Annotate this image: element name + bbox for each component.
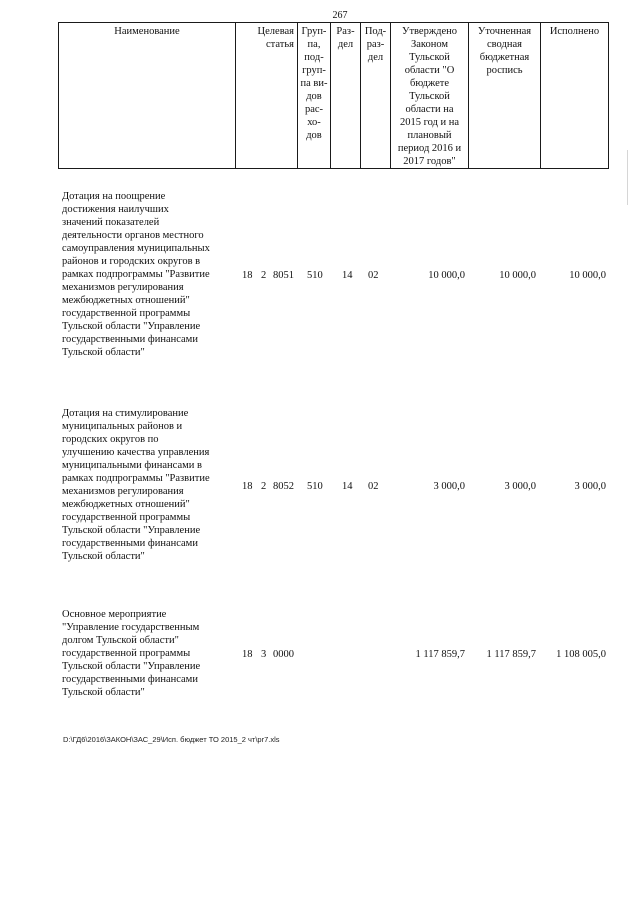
row-subsection: 02 [368,481,379,492]
row-article-code: 8051 [273,270,294,281]
row-article-code: 0000 [273,649,294,660]
table-row [58,608,608,708]
row-article-subprogram: 2 [261,270,267,281]
column-header-section: Раз- дел [331,23,361,169]
row-approved: 10 000,0 [428,270,465,281]
column-header-target-article: Целевая статья [236,23,298,169]
table-row [58,407,608,577]
row-section: 14 [342,270,353,281]
column-header-approved: Утверждено Законом Тульской области "О бюджете Тульской области на 2015 год и на плановый период 2016 и 2017 годов" [391,23,469,169]
table-header [58,22,609,169]
row-subsection: 02 [368,270,379,281]
row-executed: 1 108 005,0 [556,649,606,660]
row-expense-group: 510 [307,481,323,492]
page-number: 267 [332,10,348,21]
row-article-subprogram: 3 [261,649,267,660]
column-header-executed: Исполнено [541,23,609,169]
scan-edge-mark [627,150,628,205]
footer-file-path: D:\ГД6\2016\ЗАКОН\ЗАС_29\Исп. бюджет ТО 2015_2 чт\pr7.xls [63,735,280,744]
column-header-subsection: Под- раз- дел [361,23,391,169]
row-refined: 1 117 859,7 [486,649,536,660]
column-header-name: Наименование [59,23,236,169]
row-section: 14 [342,481,353,492]
table-row [58,190,608,360]
row-article-program: 18 [242,270,253,281]
row-name: Дотация на стимулирование муниципальных районов и городских округов по улучшению качества управления муниципальными финансами в рамках подпрограммы "Развитие механизмов регулирования межбюджетных отношений" государственной программы Тульской области "Управление государственными финансами Тульской области" [62,408,210,562]
column-header-expense-group: Груп- па, под- груп- па ви- дов рас- хо- дов [298,23,331,169]
row-article-program: 18 [242,481,253,492]
row-executed: 10 000,0 [569,270,606,281]
row-name: Основное мероприятие "Управление государственным долгом Тульской области" государственной программы Тульской области "Управление государственными финансами Тульской области" [62,609,201,698]
column-header-refined: Уточненная сводная бюджетная роспись [469,23,541,169]
row-refined: 10 000,0 [499,270,536,281]
row-article-subprogram: 2 [261,481,267,492]
row-name: Дотация на поощрение достижения наилучших значений показателей деятельности органов местного самоуправления муниципальных районов и городских округов в рамках подпрограммы "Развитие механизмов регулирования межбюджетных отношений" государственной программы Тульской области "Управление государственными финансами Тульской области" [62,191,210,358]
row-article-program: 18 [242,649,253,660]
row-expense-group: 510 [307,270,323,281]
row-refined: 3 000,0 [504,481,536,492]
row-approved: 1 117 859,7 [415,649,465,660]
row-approved: 3 000,0 [433,481,465,492]
row-article-code: 8052 [273,481,294,492]
row-executed: 3 000,0 [574,481,606,492]
